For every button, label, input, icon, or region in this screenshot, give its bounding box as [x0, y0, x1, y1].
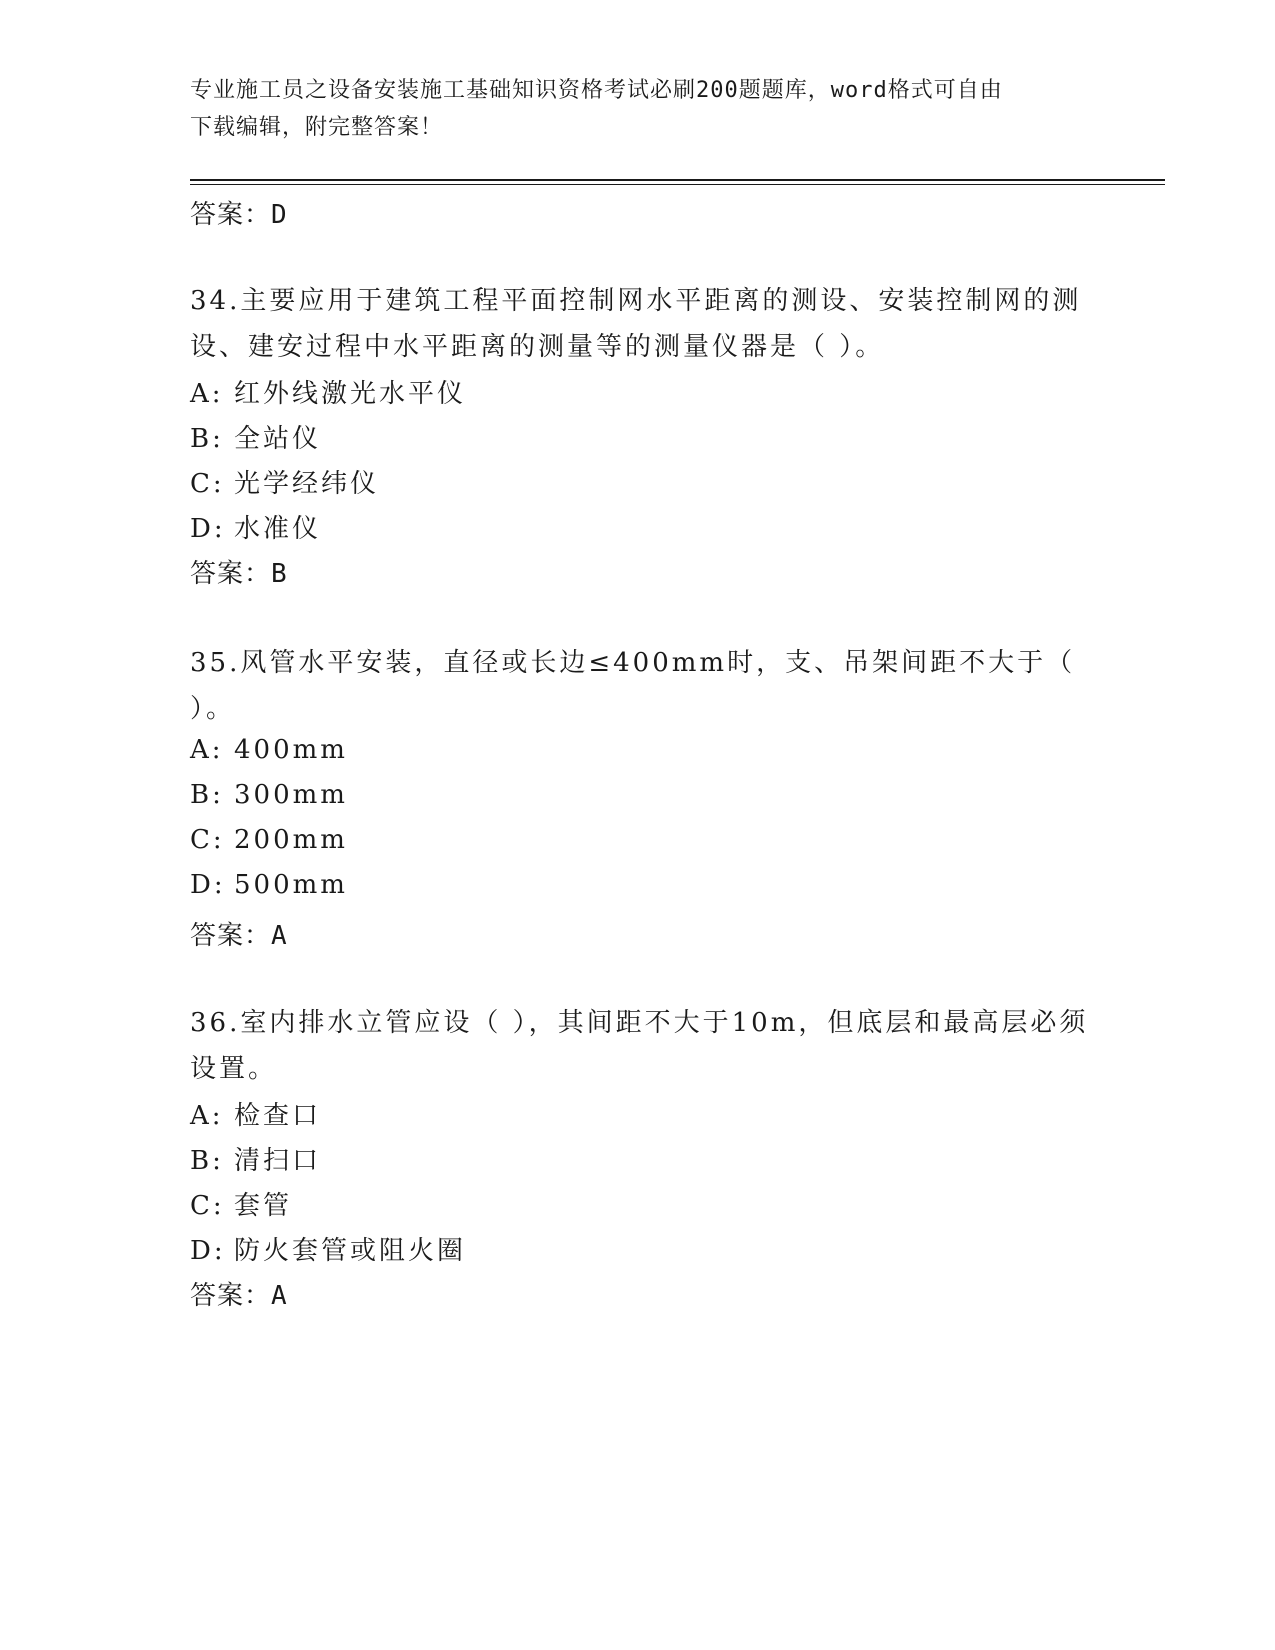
option-text: 红外线激光水平仪 — [234, 379, 467, 409]
option-letter: D: — [190, 1236, 226, 1266]
question-35-stem: 35.风管水平安装，直径或长边≤400mm时，支、吊架间距不大于（ ）。 — [190, 648, 1076, 724]
option-text: 300mm — [234, 780, 348, 810]
option-letter: A: — [190, 735, 224, 765]
question-35-option-c — [190, 825, 348, 855]
question-36-stem: 36.室内排水立管应设（ ），其间距不大于10m，但底层和最高层必须设置。 — [190, 1008, 1089, 1084]
question-36-option-a — [190, 1095, 321, 1132]
option-text: 200mm — [234, 825, 348, 855]
question-36-option-c — [190, 1185, 292, 1222]
option-letter: A: — [190, 1101, 224, 1131]
option-letter: C: — [190, 1191, 225, 1221]
option-text: 水准仪 — [234, 514, 322, 544]
header-title-line-1: 专业施工员之设备安装施工基础知识资格考试必刷200题题库，word格式可自由 — [190, 78, 1003, 103]
header-divider — [190, 179, 1165, 185]
question-36-option-b — [190, 1140, 321, 1177]
question-35-option-b — [190, 780, 348, 810]
option-text: 清扫口 — [234, 1146, 322, 1176]
document-header — [190, 72, 1090, 146]
option-letter: B: — [190, 424, 224, 454]
option-letter: C: — [190, 825, 225, 855]
option-text: 光学经纬仪 — [234, 469, 380, 499]
question-34-option-c — [190, 463, 379, 500]
option-letter: B: — [190, 780, 224, 810]
question-35-answer: 答案：A — [190, 921, 288, 951]
question-34-option-b — [190, 418, 321, 455]
option-text: 500mm — [234, 870, 348, 900]
option-letter: B: — [190, 1146, 224, 1176]
option-text: 检查口 — [234, 1101, 322, 1131]
question-34-option-d — [190, 508, 321, 545]
question-34-answer: 答案：B — [190, 559, 288, 589]
option-text: 防火套管或阻火圈 — [234, 1236, 467, 1266]
option-letter: D: — [190, 870, 226, 900]
question-34-option-a — [190, 373, 466, 410]
question-36-answer: 答案：A — [190, 1281, 288, 1311]
option-text: 套管 — [234, 1191, 293, 1221]
question-36-option-d — [190, 1230, 466, 1267]
question-34-stem: 34.主要应用于建筑工程平面控制网水平距离的测设、安装控制网的测设、建安过程中水平距离的测量等的测量仪器是（ ）。 — [190, 286, 1082, 362]
option-letter: D: — [190, 514, 226, 544]
question-35-option-d — [190, 870, 348, 900]
option-text: 400mm — [234, 735, 348, 765]
option-letter: C: — [190, 469, 225, 499]
option-letter: A: — [190, 379, 224, 409]
question-35-option-a — [190, 735, 348, 765]
answer-previous: 答案：D — [190, 200, 288, 230]
option-text: 全站仪 — [234, 424, 322, 454]
header-title-line-2: 下载编辑，附完整答案！ — [190, 115, 444, 140]
